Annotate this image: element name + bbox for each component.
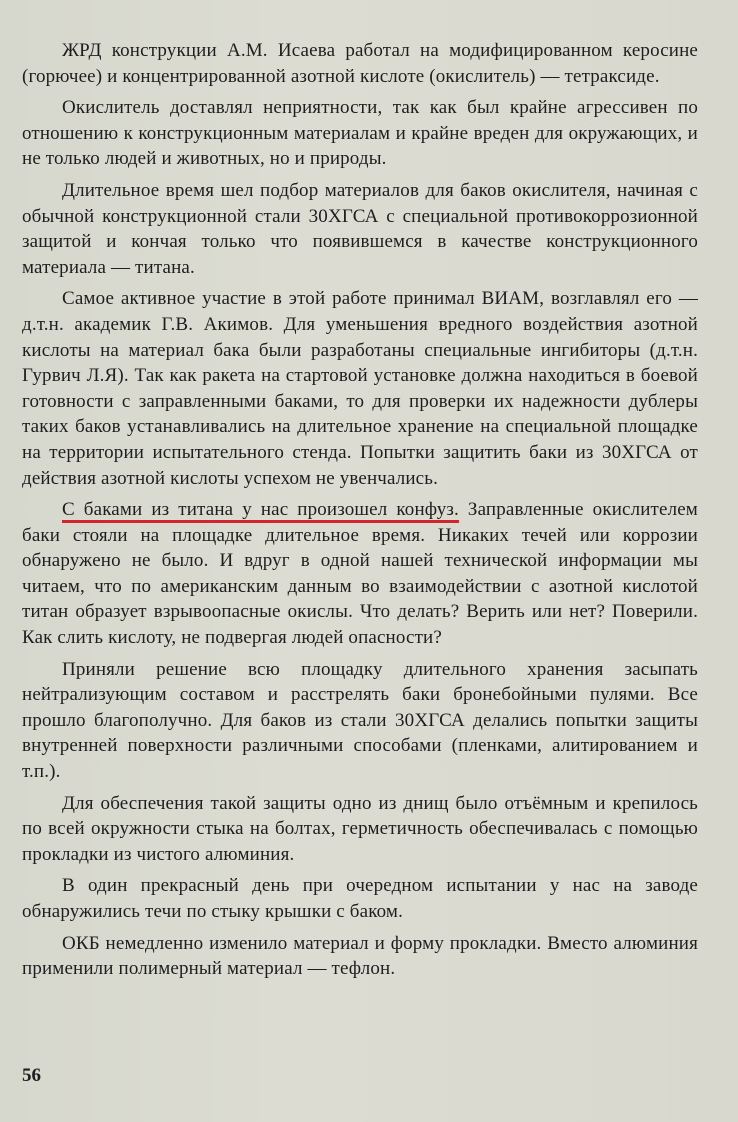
paragraph-9: ОКБ немедленно изменило материал и форму прокладки. Вместо алюминия применили полимерный материал — тефлон. bbox=[22, 932, 698, 980]
paragraph-3: Длительное время шел подбор материалов для баков окислителя, начиная с обычной конструкционной стали 30ХГСА с специальной противокоррозионной защитой и кончая только что появившемся в качестве конструкционного материала — титана. bbox=[22, 179, 698, 278]
page-number: 56 bbox=[22, 1065, 41, 1086]
page-text bbox=[22, 38, 698, 988]
paragraph-2: Окислитель доставлял неприятности, так как был крайне агрессивен по отношению к конструкционным материалам и крайне вреден для окружающих, и не только людей и животных, но и природы. bbox=[22, 97, 698, 170]
paragraph-7: Для обеспечения такой защиты одно из днищ было отъёмным и крепилось по всей окружности стыка на болтах, герметичность обеспечивалась с помощью прокладки из чистого алюминия. bbox=[22, 792, 698, 865]
underlined-sentence: С баками из титана у нас произошел конфуз. bbox=[62, 499, 459, 521]
paragraph-5-rest: Заправленные окислителем баки стояли на площадке длительное время. Никаких течей или коррозии обнаружено не было. И вдруг в одной нашей технической информации мы читаем, что по американским данным во взаимодействии с азотной кислотой титан образует взрывоопасные окислы. Что делать? Верить или нет? Поверили. Как слить кислоту, не подвергая людей опасности? bbox=[22, 499, 698, 649]
paragraph-8: В один прекрасный день при очередном испытании у нас на заводе обнаружились течи по стыку крышки с баком. bbox=[22, 875, 698, 922]
paragraph-4: Самое активное участие в этой работе принимал ВИАМ, возглавлял его — д.т.н. академик Г.В. Акимов. Для уменьшения вредного воздействия азотной кислоты на материал бака были разработаны специальные ингибиторы (д.т.н. Гурвич Л.Я). Так как ракета на стартовой установке должна находиться в боевой готовности с заправленными баками, то для проверки их надежности дублеры таких баков устанавливались на длительное хранение на специальной площадке на территории испытательного стенда. Попытки защитить баки из 30ХГСА от действия азотной кислоты успехом не увенчались. bbox=[22, 288, 698, 489]
paragraph-1: ЖРД конструкции А.М. Исаева работал на модифицированном керосине (горючее) и концентрированной азотной кислоте (окислитель) — тетраксиде. bbox=[22, 40, 698, 87]
paragraph-6: Приняли решение всю площадку длительного хранения засыпать нейтрализующим составом и расстрелять баки бронебойными пулями. Все прошло благополучно. Для баков из стали 30ХГСА делались попытки защиты внутренней поверхности различными способами (пленками, алитированием и т.п.). bbox=[22, 658, 698, 783]
paragraph-5 bbox=[22, 497, 698, 651]
